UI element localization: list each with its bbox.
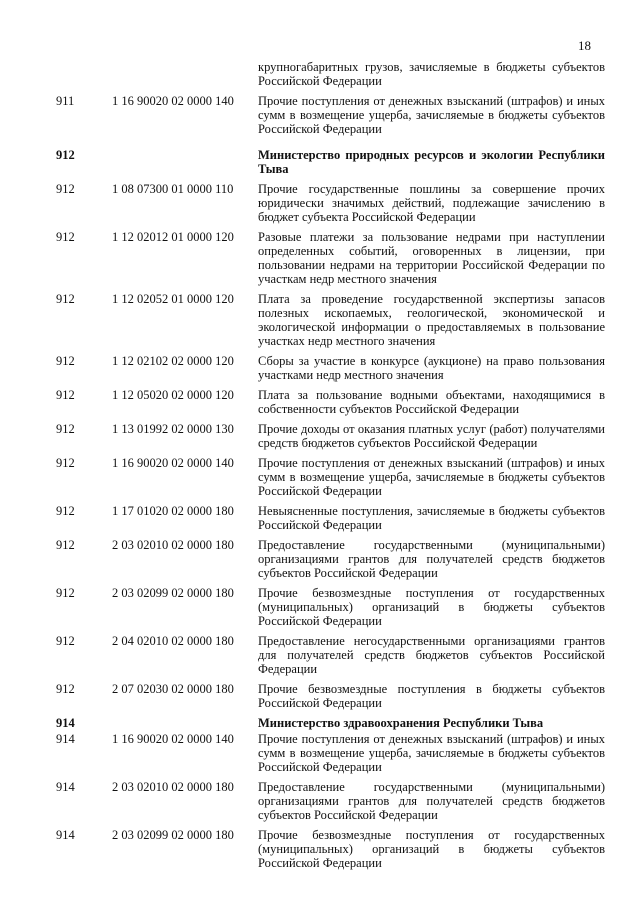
admin-code: 912 <box>56 388 75 402</box>
admin-code: 912 <box>56 354 75 368</box>
section-header-row <box>0 716 605 730</box>
revenue-code: 2 03 02099 02 0000 180 <box>112 828 234 842</box>
revenue-code: 2 03 02010 02 0000 180 <box>112 538 234 552</box>
admin-code: 912 <box>56 422 75 436</box>
revenue-name: Плата за проведение государственной экспертизы запасов полезных ископаемых, геологической, экономической и экологической информации о предоставляемых в пользование участках недр местного значения <box>258 292 605 348</box>
revenue-code: 1 17 01020 02 0000 180 <box>112 504 234 518</box>
table-row <box>0 538 605 580</box>
revenue-code: 1 13 01992 02 0000 130 <box>112 422 234 436</box>
revenue-name: Плата за пользование водными объектами, находящимися в собственности субъектов Российской Федерации <box>258 388 605 416</box>
revenue-code: 1 16 90020 02 0000 140 <box>112 456 234 470</box>
admin-code: 912 <box>56 148 75 162</box>
revenue-name: Предоставление негосударственными организациями грантов для получателей средств бюджетов субъектов Российской Федерации <box>258 634 605 676</box>
revenue-name: Разовые платежи за пользование недрами при наступлении определенных событий, оговоренных в лицензии, при пользовании недрами на территории Российской Федерации по участкам недр местного значения <box>258 230 605 286</box>
revenue-name: Предоставление государственными (муниципальными) организациями грантов для получателей средств бюджетов субъектов Российской Федерации <box>258 780 605 822</box>
table-row <box>0 504 605 532</box>
admin-code: 914 <box>56 716 75 730</box>
revenue-name: Прочие безвозмездные поступления от государственных (муниципальных) организаций в бюджеты субъектов Российской Федерации <box>258 828 605 870</box>
page-number: 18 <box>578 38 591 53</box>
admin-code: 912 <box>56 682 75 696</box>
table-row <box>0 780 605 822</box>
admin-code: 912 <box>56 292 75 306</box>
revenue-name: Сборы за участие в конкурсе (аукционе) на право пользования участками недр местного значения <box>258 354 605 382</box>
revenue-code: 2 03 02099 02 0000 180 <box>112 586 234 600</box>
table-row <box>0 586 605 628</box>
table-row <box>0 230 605 286</box>
revenue-name: крупногабаритных грузов, зачисляемые в бюджеты субъектов Российской Федерации <box>258 60 605 88</box>
revenue-code: 1 16 90020 02 0000 140 <box>112 732 234 746</box>
revenue-code: 1 08 07300 01 0000 110 <box>112 182 234 196</box>
budget-code-list <box>0 60 640 876</box>
revenue-name: Невыясненные поступления, зачисляемые в бюджеты субъектов Российской Федерации <box>258 504 605 532</box>
revenue-code: 1 12 02052 01 0000 120 <box>112 292 234 306</box>
admin-code: 912 <box>56 634 75 648</box>
admin-code: 914 <box>56 828 75 842</box>
table-row <box>0 60 605 88</box>
revenue-code: 2 04 02010 02 0000 180 <box>112 634 234 648</box>
admin-code: 912 <box>56 230 75 244</box>
revenue-name: Прочие доходы от оказания платных услуг (работ) получателями средств бюджетов субъектов Российской Федерации <box>258 422 605 450</box>
table-row <box>0 732 605 774</box>
table-row <box>0 182 605 224</box>
revenue-name: Прочие государственные пошлины за совершение прочих юридически значимых действий, подлежащие зачислению в бюджет субъекта Российской Федерации <box>258 182 605 224</box>
section-header-row <box>0 148 605 176</box>
revenue-name: Прочие безвозмездные поступления от государственных (муниципальных) организаций в бюджеты субъектов Российской Федерации <box>258 586 605 628</box>
admin-code: 912 <box>56 504 75 518</box>
table-row <box>0 354 605 382</box>
revenue-code: 1 12 02012 01 0000 120 <box>112 230 234 244</box>
revenue-code: 2 03 02010 02 0000 180 <box>112 780 234 794</box>
revenue-name: Прочие поступления от денежных взысканий (штрафов) и иных сумм в возмещение ущерба, зачисляемые в бюджеты субъектов Российской Федерации <box>258 732 605 774</box>
table-row <box>0 94 605 136</box>
table-row <box>0 292 605 348</box>
revenue-name: Предоставление государственными (муниципальными) организациями грантов для получателей средств бюджетов субъектов Российской Федерации <box>258 538 605 580</box>
table-row <box>0 828 605 870</box>
table-row <box>0 422 605 450</box>
admin-code: 912 <box>56 538 75 552</box>
table-row <box>0 456 605 498</box>
admin-code: 912 <box>56 456 75 470</box>
revenue-code: 1 12 02102 02 0000 120 <box>112 354 234 368</box>
table-row <box>0 388 605 416</box>
revenue-name: Прочие поступления от денежных взысканий (штрафов) и иных сумм в возмещение ущерба, зачисляемые в бюджеты субъектов Российской Федерации <box>258 456 605 498</box>
section-title: Министерство здравоохранения Республики Тыва <box>258 716 544 730</box>
admin-code: 914 <box>56 732 75 746</box>
revenue-code: 1 12 05020 02 0000 120 <box>112 388 234 402</box>
revenue-name: Прочие безвозмездные поступления в бюджеты субъектов Российской Федерации <box>258 682 605 710</box>
revenue-name: Прочие поступления от денежных взысканий (штрафов) и иных сумм в возмещение ущерба, зачисляемые в бюджеты субъектов Российской Федерации <box>258 94 605 136</box>
revenue-code: 1 16 90020 02 0000 140 <box>112 94 234 108</box>
table-row <box>0 682 605 710</box>
admin-code: 911 <box>56 94 75 108</box>
admin-code: 912 <box>56 182 75 196</box>
revenue-code: 2 07 02030 02 0000 180 <box>112 682 234 696</box>
admin-code: 912 <box>56 586 75 600</box>
section-title: Министерство природных ресурсов и экологии Республики Тыва <box>258 148 605 176</box>
admin-code: 914 <box>56 780 75 794</box>
table-row <box>0 634 605 676</box>
